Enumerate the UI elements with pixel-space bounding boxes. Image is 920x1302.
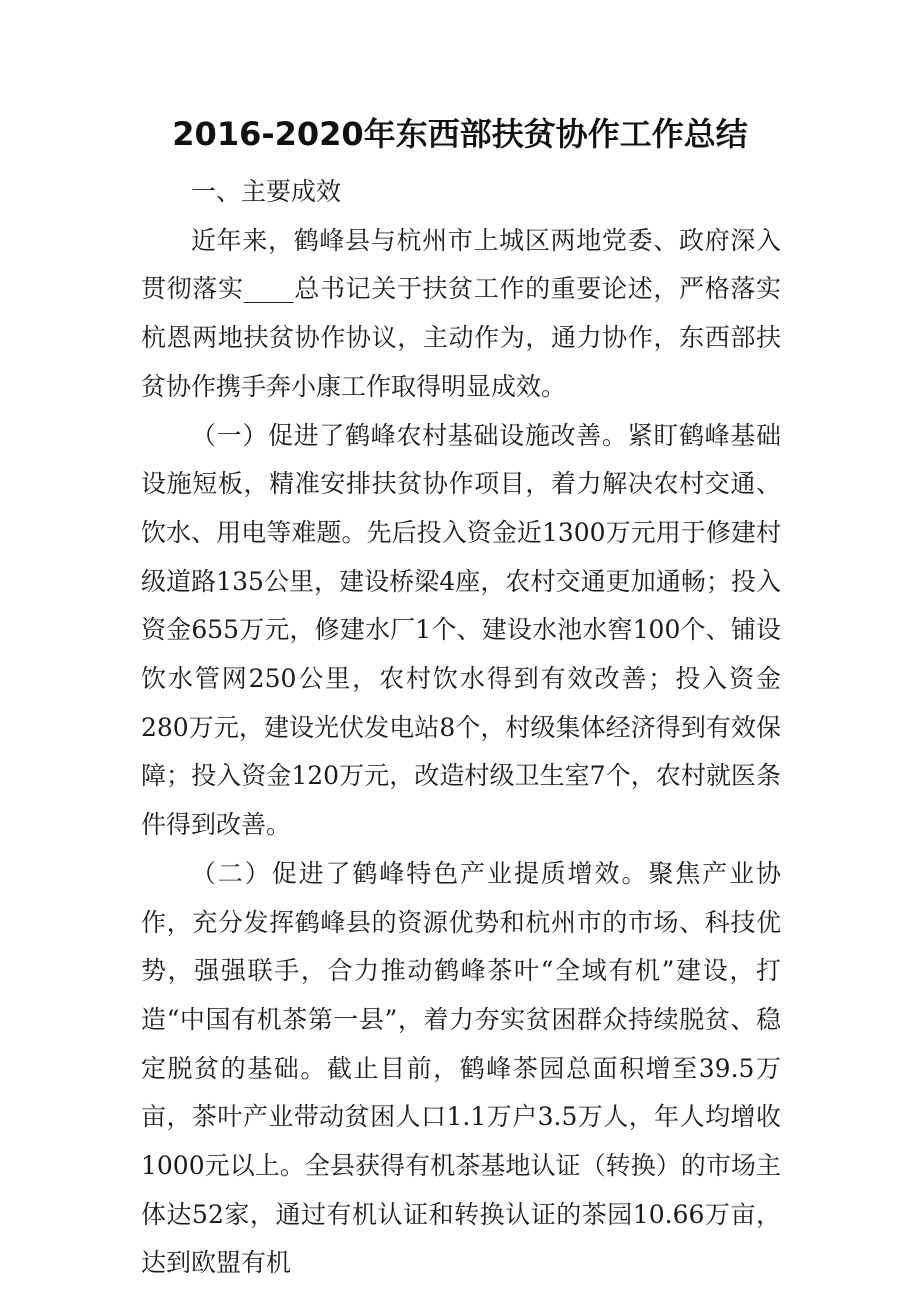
paragraph-infrastructure: （一）促进了鹤峰农村基础设施改善。紧盯鹤峰基础设施短板，精准安排扶贫协作项目，着力解决农村交通、饮水、用电等难题。先后投入资金近1300万元用于修建村级道路135公里，建设桥梁4座，农村交通更加通畅；投入资金655万元，修建水厂1个、建设水池水窖100个、铺设饮水管网250公里，农村饮水得到有效改善；投入资金280万元，建设光伏发电站8个，村级集体经济得到有效保障；投入资金120万元，改造村级卫生室7个，农村就医条件得到改善。 <box>141 420 781 840</box>
paragraph-intro: 近年来，鹤峰县与杭州市上城区两地党委、政府深入贯彻落实____总书记关于扶贫工作的重要论述，严格落实杭恩两地扶贫协作协议，主动作为，通力协作，东西部扶贫协作携手奔小康工作取得明显成效。 <box>141 225 781 401</box>
section-heading: 一、主要成效 <box>191 177 342 206</box>
paragraph-industry: （二）促进了鹤峰特色产业提质增效。聚焦产业协作，充分发挥鹤峰县的资源优势和杭州市的市场、科技优势，强强联手，合力推动鹤峰茶叶“全域有机”建设，打造“中国有机茶第一县”，着力夯实贫困群众持续脱贫、稳定脱贫的基础。截止目前，鹤峰茶园总面积增至39.5万亩，茶叶产业带动贫困人口1.1万户3.5万人，年人均增收1000元以上。全县获得有机茶基地认证（转换）的市场主体达52家，通过有机认证和转换认证的茶园10.66万亩，达到欧盟有机 <box>141 858 781 1278</box>
document-body <box>141 168 781 1288</box>
document-title: 2016-2020年东西部扶贫协作工作总结 <box>172 115 748 153</box>
